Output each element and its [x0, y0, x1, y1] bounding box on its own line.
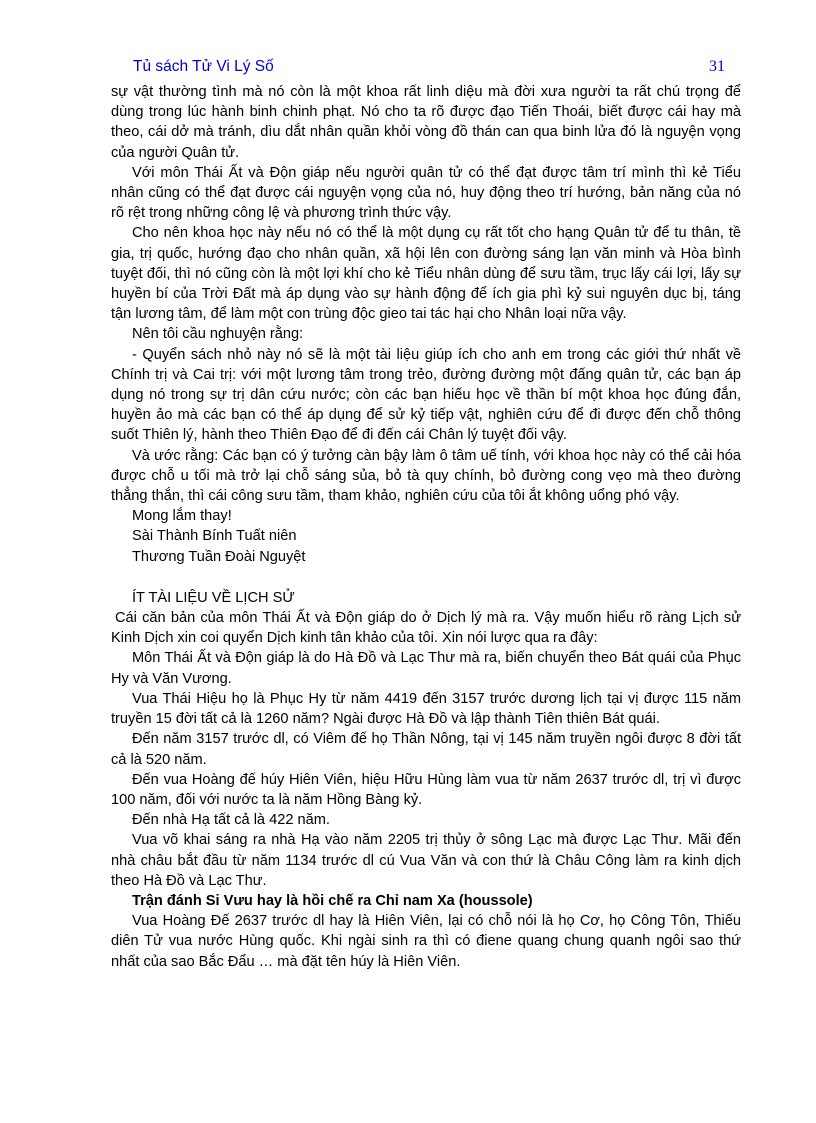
book-title: Tủ sách Tử Vi Lý Số [133, 58, 274, 75]
paragraph: Đến năm 3157 trước dl, có Viêm đế họ Thần Nông, tại vị 145 năm truyền ngôi được 8 đời tất cả là 520 năm. [111, 731, 741, 768]
paragraph: Nên tôi cầu nghuyện rằng: [132, 326, 304, 343]
paragraph: Với môn Thái Ất và Độn giáp nếu người quân tử có thể đạt được tâm trí mình thì kẻ Tiểu nhân cũng có thể đạt được cái nguyện vọng của nó, huy động theo trí hướng, bản năng của nó rõ rệt trong những công lệ và phương trình thức vậy. [111, 164, 741, 222]
paragraph: Cho nên khoa học này nếu nó có thể là một dụng cụ rất tốt cho hạng Quân tử để tu thân, tề gia, trị quốc, hướng đạo cho nhân quần, xã hội lên con đường sáng lạn văn minh và Hòa bình tuyệt đối, thì nó cũng còn là một lợi khí cho kẻ Tiểu nhân dùng để sưu tầm, trục lấy cái lợi, lấy sự huyền bí của Trời Đất mà áp dụng vào sự hành động để ích gia phì kỷ sui nguyên dục bị, táng tận lương tâm, để làm một con trùng độc gieo tai tác hại cho Nhân loại nữa vậy. [111, 225, 741, 323]
subheading: Trận đánh Si Vưu hay là hồi chế ra Chỉ nam Xa (houssole) [132, 892, 533, 909]
section-heading: ÍT TÀI LIỆU VỀ LỊCH SỬ [132, 589, 295, 606]
paragraph: - Quyển sách nhỏ này nó sẽ là một tài liệu giúp ích cho anh em trong các giới thứ nhất về Chính trị và Cai trị: với một lương tâm trong trẻo, đường đường một đấng quân tử, các bạn áp dụng nó trong sự trị dân cứu nước; còn các bạn hiếu học về thần bí một khoa học đúng đắn, huyền ảo mà các bạn có thể áp dụng để sử kỷ tiếp vật, nghiên cứu để đi được đến chỗ thông suốt Thiên lý, hành theo Thiên Đạo để đi đến cái Chân lý tuyệt đối vậy. [111, 346, 741, 444]
paragraph: Đến nhà Hạ tất cả là 422 năm. [132, 812, 330, 829]
page-header [133, 58, 725, 80]
signature-line: Mong lắm thay! [132, 508, 232, 525]
signature-line: Thương Tuần Đoài Nguyệt [132, 548, 306, 565]
paragraph: Và ước rằng: Các bạn có ý tưởng càn bậy làm ô tâm uế tính, với khoa học này có thể cải hóa được chỗ u tối mà trở lại chỗ sáng sủa, bỏ tà quy chính, bỏ đường cong vẹo mà theo đường thẳng thắn, thì cái công sưu tầm, tham khảo, nghiên cứu của tôi ắt không uổng phó vậy. [111, 447, 741, 505]
paragraph: Đến vua Hoàng đế húy Hiên Viên, hiệu Hữu Hùng làm vua từ năm 2637 trước dl, trị vì được 100 năm, đối với nước ta là năm Hồng Bàng kỷ. [111, 771, 741, 808]
paragraph: sự vật thường tình mà nó còn là một khoa rất linh diệu mà đời xưa người ta rất chú trọng để dùng trong lúc hành binh chinh phạt. Nó cho ta rõ được đạo Tiến Thoái, biết được cái hay mà theo, cái dở mà tránh, dìu dắt nhân quần khỏi vòng đồ thán can qua binh lửa đó là nguyện vọng của người Quân tử. [111, 84, 741, 161]
paragraph: Vua võ khai sáng ra nhà Hạ vào năm 2205 trị thủy ở sông Lạc mà được Lạc Thư. Mãi đến nhà châu bắt đầu từ năm 1134 trước dl cú Vua Văn và con thứ là Châu Công làm ra kinh dịch theo Hà Đồ và Lạc Thư. [111, 832, 741, 889]
paragraph: Môn Thái Ất và Độn giáp là do Hà Đồ và Lạc Thư mà ra, biến chuyển theo Bát quái của Phục Hy và Văn Vương. [111, 650, 741, 687]
signature-line: Sài Thành Bính Tuất niên [132, 528, 297, 545]
document-body [111, 82, 741, 972]
paragraph: Vua Hoàng Đế 2637 trước dl hay là Hiên Viên, lại có chỗ nói là họ Cơ, họ Công Tôn, Thiếu diên Tử vua nước Hùng quốc. Khi ngài sinh ra thì có điene quang chung quanh ngôi sao thứ nhất của sao Bắc Đẩu … mà đặt tên húy là Hiên Viên. [111, 913, 741, 970]
paragraph: Cái căn bản của môn Thái Ất và Độn giáp do ở Dịch lý mà ra. Vậy muốn hiểu rõ ràng Lịch sử Kinh Dịch xin coi quyển Dịch kinh tân khảo của tôi. Xin nói lược qua ra đây: [111, 610, 741, 647]
paragraph: Vua Thái Hiệu họ là Phục Hy từ năm 4419 đến 3157 trước dương lịch tại vị được 115 năm truyền 15 đời tất cả là 1260 năm? Ngài được Hà Đồ và lập thành Tiên thiên Bát quái. [111, 690, 741, 728]
page-number: 31 [709, 58, 725, 75]
spacer [111, 567, 741, 588]
